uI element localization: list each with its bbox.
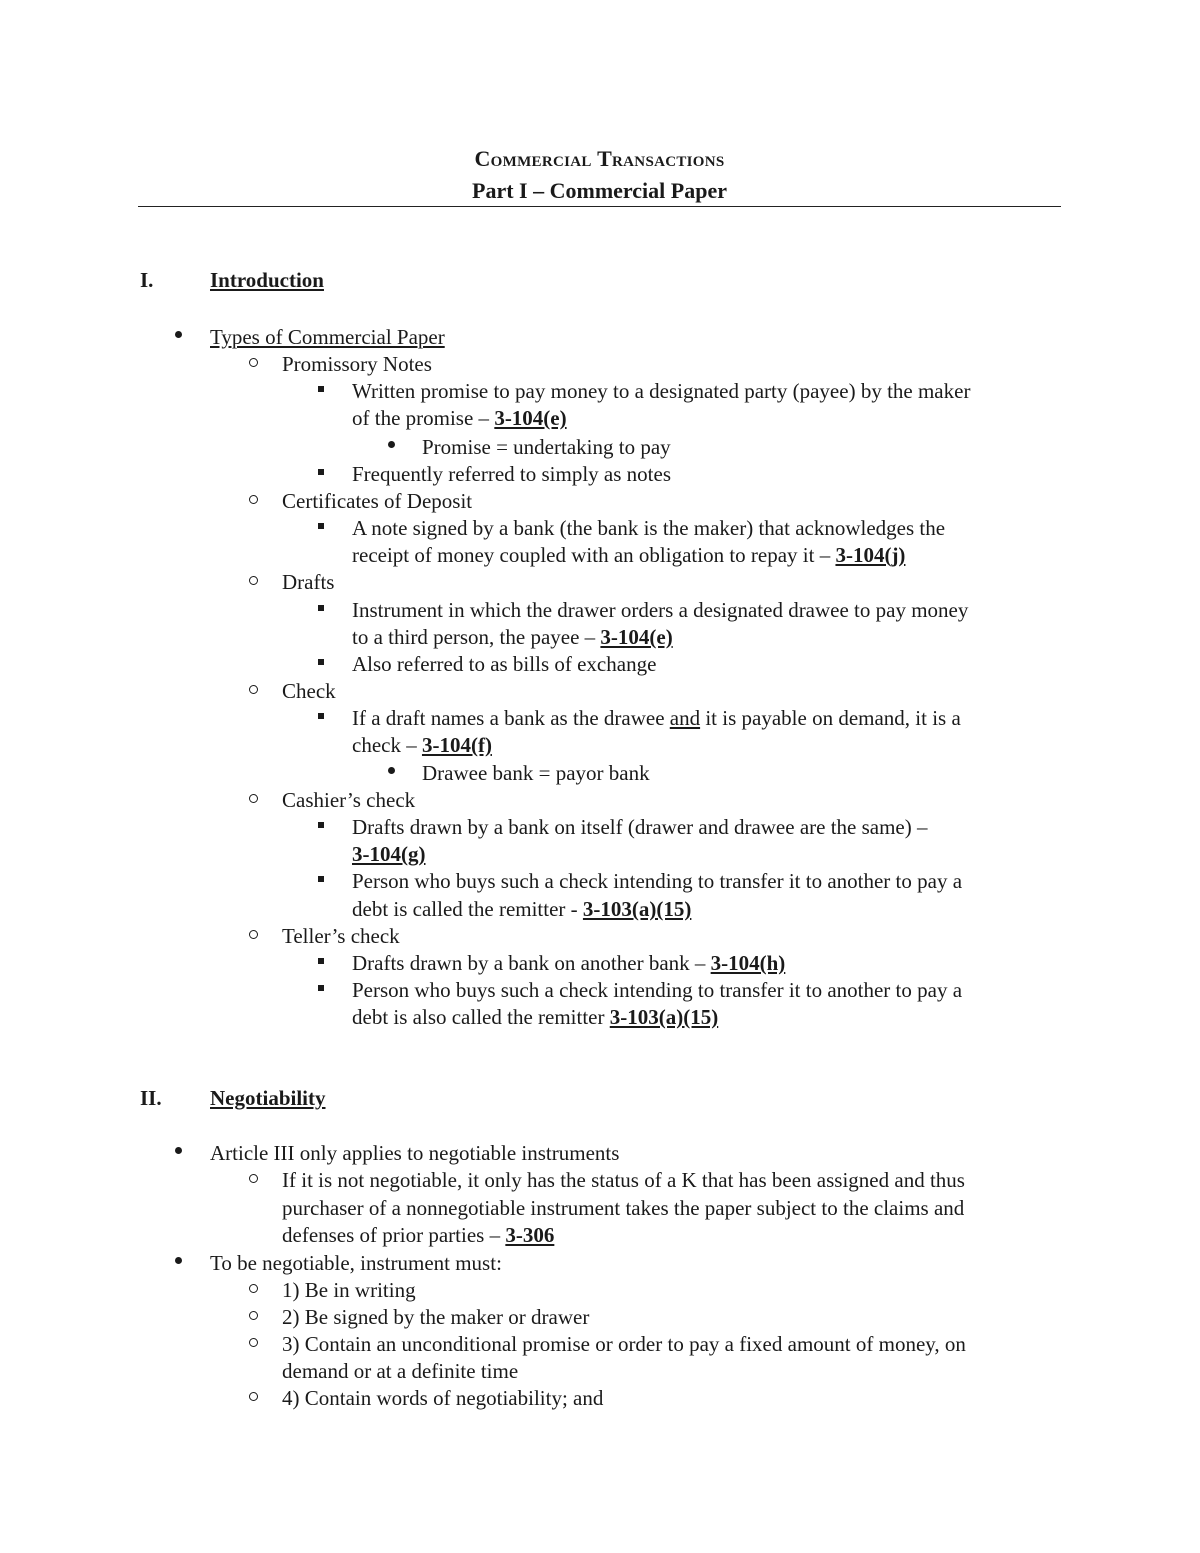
code-reference: 3-104(g) — [352, 842, 426, 866]
bullet-disc-icon — [388, 441, 395, 448]
bullet-disc-icon — [175, 1257, 182, 1264]
bullet-circle-icon — [249, 1174, 258, 1183]
bullet-circle-icon — [249, 930, 258, 939]
bullet-circle-icon — [249, 1311, 258, 1320]
code-reference: 3-103(a)(15) — [582, 897, 692, 921]
bullet-square-icon — [318, 386, 324, 392]
document-header — [138, 143, 1061, 207]
code-reference: 3-104(e) — [600, 625, 673, 649]
bullet-square-icon — [318, 985, 324, 991]
code-reference: 3-104(e) — [494, 406, 567, 430]
section-number: I. — [140, 268, 154, 292]
document-subtitle: Part I – Commercial Paper — [472, 178, 727, 203]
code-reference: 3-103(a)(15) — [609, 1005, 719, 1029]
bullet-circle-icon — [249, 794, 258, 803]
bullet-square-icon — [318, 469, 324, 475]
bullet-square-icon — [318, 876, 324, 882]
bullet-square-icon — [318, 605, 324, 611]
section-title: Introduction — [210, 268, 324, 292]
code-reference: 3-104(j) — [835, 543, 906, 567]
document-page: Commercial Transactions Part I – Commercial Paper I. Introduction Types of Commercial Paper Promissory Notes Written promise to pay money to a designated party (payee) by the maker of the promise – 3-104(e) Promise = undertaking to pay Frequently referred to simply as notes Certificates of Deposit A note signed by a bank (the bank is the maker) that acknowledges the receipt of money coupled with an obligation to repay it – 3-104(j) Drafts Instrument in which the drawer orders a designated drawee to pay money to a third person, the payee – 3-104(e) Also referred to as bills of exchange Check If a draft names a bank as the drawee and it is payable on demand, it is a check – 3-104(f) Drawee bank = payor bank Cashier’s check Drafts drawn by a bank on itself (drawer and drawee are the same) – 3-104(g) Person who buys such a check intending to transfer it to another to pay a debt is called the remitter - 3-103(a)(15) Teller’s check Drafts drawn by a bank on another bank – 3-104(h) Person who buys such a check intending to transfer it to another to pay a debt is also called the remitter 3-103(a)(15) II. Negotiability Article III only applies to negotiable instruments If it is not negotiable, it only has the status of a K that has been assigned and thus purchaser of a nonnegotiable instrument takes the paper subject to the claims and defenses of prior parties – 3-306 To be negotiable, instrument must: 1) Be in writing 2) Be signed by the maker or drawer 3) Contain an unconditional promise or order to pay a fixed amount of money, on demand or at a definite time 4) Contain words of negotiability; and — [0, 0, 1200, 1553]
bullet-circle-icon — [249, 576, 258, 585]
code-reference: 3-306 — [505, 1223, 555, 1247]
bullet-square-icon — [318, 958, 324, 964]
section-number: II. — [140, 1086, 162, 1110]
bullet-circle-icon — [249, 358, 258, 367]
document-title: Commercial Transactions — [474, 146, 725, 171]
code-reference: 3-104(h) — [710, 951, 786, 975]
header-rule — [138, 206, 1061, 207]
bullet-square-icon — [318, 659, 324, 665]
bullet-disc-icon — [388, 767, 395, 774]
bullet-circle-icon — [249, 1392, 258, 1401]
bullet-circle-icon — [249, 495, 258, 504]
bullet-disc-icon — [175, 1147, 182, 1154]
bullet-square-icon — [318, 713, 324, 719]
bullet-circle-icon — [249, 1338, 258, 1347]
bullet-square-icon — [318, 523, 324, 529]
section-title: Negotiability — [210, 1086, 326, 1110]
bullet-square-icon — [318, 822, 324, 828]
bullet-circle-icon — [249, 685, 258, 694]
bullet-disc-icon — [175, 331, 182, 338]
code-reference: 3-104(f) — [421, 733, 492, 757]
bullet-circle-icon — [249, 1284, 258, 1293]
